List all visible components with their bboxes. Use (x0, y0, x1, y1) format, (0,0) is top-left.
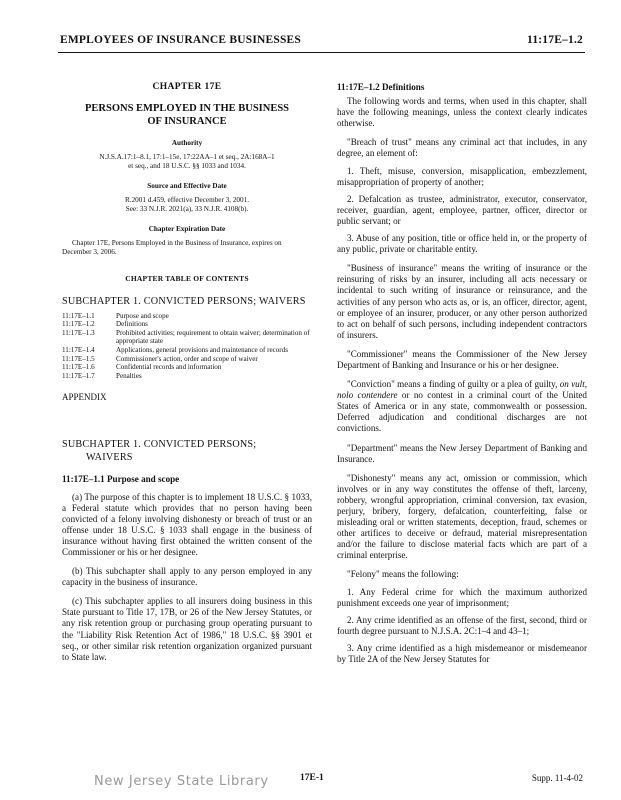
header-right-section: 11:17E–1.2 (527, 34, 583, 46)
subchapter-heading-line-2: WAIVERS (86, 452, 133, 464)
toc-row[interactable] (62, 363, 312, 372)
def-felony-item-1: 1. Any Federal crime for which the maximum authorized punishment exceeds one year of imprisonment; (337, 586, 587, 608)
source-line-1: R.2001 d.459, effective December 3, 2001. (124, 196, 250, 205)
header-rule (58, 52, 585, 53)
toc-title: Applications, general provisions and maintenance of records (116, 345, 288, 354)
def-breach-item-3: 3. Abuse of any position, title or office held in, or the property of any public, private or charitable entity. (337, 233, 587, 255)
toc-title: Purpose and scope (116, 311, 169, 320)
header-left-title: EMPLOYEES OF INSURANCE BUSINESSES (60, 34, 302, 46)
definitions-intro: The following words and terms, when used in this chapter, shall have the following meanings, unless the context clearly indicates otherwise. (337, 96, 587, 129)
appendix-link[interactable]: APPENDIX (62, 392, 107, 403)
toc-number: 11:17E–1.4 (62, 345, 95, 354)
toc-number: 11:17E–1.7 (62, 371, 95, 380)
def-felony: "Felony" means the following: (347, 569, 459, 580)
expiration-text: Chapter 17E, Persons Employed in the Business of Insurance, expires on December 3, 2006. (62, 239, 282, 257)
conviction-latin: on vult, nolo contendere (337, 379, 587, 401)
supplement-date: Supp. 11-4-02 (531, 773, 583, 783)
authority-text (62, 153, 312, 171)
toc-heading: CHAPTER TABLE OF CONTENTS (125, 274, 249, 284)
table-of-contents (62, 312, 312, 381)
chapter-number: CHAPTER 17E (152, 82, 222, 92)
def-breach-item-1: 1. Theft, misuse, conversion, misapplication, embezzlement, misappropriation of property of another; (337, 165, 587, 187)
toc-title: Prohibited activities; requirement to obtain waiver; determination of appropriate state (116, 328, 310, 346)
section-heading: 11:17E–1.1 Purpose and scope (62, 474, 180, 485)
paragraph-a: (a) The purpose of this chapter is to implement 18 U.S.C. § 1033, a Federal statute which provides that no person having been convicted of a felony involving dishonesty or breach of trust or an offense under 18 U.S.C. § 1033 shall engage in the business of insurance without having first obtained the written consent of the Commissioner or his or her designee. (62, 491, 312, 557)
toc-row[interactable] (62, 312, 312, 321)
toc-number: 11:17E–1.1 (62, 311, 95, 320)
conviction-text-1: "Conviction" means a finding of guilty or a plea of guilty, (347, 379, 560, 390)
def-department: "Department" means the New Jersey Department of Banking and Insurance. (337, 442, 587, 464)
subchapter-heading-line-1: SUBCHAPTER 1. CONVICTED PERSONS; (62, 439, 257, 451)
toc-title: Penalties (116, 371, 142, 380)
running-header (60, 34, 583, 50)
authority-line-1: N.J.S.A.17:1–8.1, 17:1–15e, 17:22AA–1 et seq., 2A:168A–1 (99, 153, 275, 162)
def-felony-item-2: 2. Any crime identified as an offense of the first, second, third or fourth degree pursuant to N.J.S.A. 2C:1–4 and 43–1; (337, 614, 587, 636)
chapter-title (62, 102, 312, 128)
authority-heading: Authority (171, 139, 203, 148)
expiration-heading: Chapter Expiration Date (148, 225, 226, 234)
toc-row[interactable] (62, 329, 312, 346)
toc-row[interactable] (62, 372, 312, 381)
paragraph-c: (c) This subchapter applies to all insurers doing business in this State pursuant to Title 17, 17B, or 26 of the New Jersey Statutes, or any risk retention group or purchasing group operating pursuant to the "Liability Risk Retention Act of 1986," 18 U.S.C. §§ 3901 et seq., or other similar risk retention organization organized pursuant to State law. (62, 596, 312, 662)
toc-number: 11:17E–1.5 (62, 354, 95, 363)
right-column (337, 82, 587, 665)
toc-title: Definitions (116, 320, 148, 329)
def-business-of-insurance: "Business of insurance" means the writing of insurance or the reinsuring of risks by an insurer, including all acts necessary or incidental to such writing of insurance or reinsurance, and the activities of any person who acts as, or is, an officer, director, agent, or employee of an insurer, producer, or any other person authorized to act on behalf of such persons, including independent contractors of insurers. (337, 263, 587, 340)
def-commissioner: "Commissioner" means the Commissioner of the New Jersey Department of Banking and Insurance or his or her designee. (337, 348, 587, 370)
definitions-heading: 11:17E–1.2 Definitions (337, 82, 425, 92)
paragraph-b: (b) This subchapter shall apply to any person employed in any capacity in the business of insurance. (62, 566, 312, 588)
authority-line-2: et seq., and 18 U.S.C. §§ 1033 and 1034. (128, 162, 246, 171)
def-dishonesty: "Dishonesty" means any act, omission or commission, which involves or in any way constitutes the offense of theft, larceny, robbery, wrongful appropriation, criminal conversion, tax evasion, perjury, bribery, forgery, defalcation, counterfeiting, false or misleading oral or written statements, deception, fraud, schemes or other artifices to deceive or defraud, material misrepresentation and/or the failure to disclose material facts which are part of a criminal enterprise. (337, 472, 587, 561)
left-column (62, 82, 312, 663)
def-felony-item-3: 3. Any crime identified as a high misdemeanor or misdemeanor by Title 2A of the New Jersey Statutes for (337, 642, 587, 665)
toc-title: Commissioner's action, order and scope of waiver (116, 354, 258, 363)
toc-row[interactable] (62, 320, 312, 329)
source-heading: Source and Effective Date (147, 182, 227, 191)
def-breach-of-trust: "Breach of trust" means any criminal act that includes, in any degree, an element of: (337, 137, 587, 159)
conviction-text-2: or no contest in a criminal court of the United States of America or in any state, commonwealth or possession. Deferred adjudication and conditional discharges are not convictions. (337, 390, 587, 434)
toc-row[interactable] (62, 355, 312, 364)
toc-row[interactable] (62, 346, 312, 355)
toc-title: Confidential records and information (116, 363, 222, 372)
page-number: 17E-1 (300, 773, 324, 783)
chapter-title-line-1: PERSONS EMPLOYED IN THE BUSINESS (84, 103, 290, 115)
source-line-2: See: 33 N.J.R. 2021(a), 33 N.J.R. 4108(b). (125, 205, 249, 214)
chapter-title-line-2: OF INSURANCE (147, 116, 227, 128)
toc-number: 11:17E–1.3 (62, 328, 95, 337)
def-conviction (337, 379, 587, 434)
def-breach-item-2: 2. Defalcation as trustee, administrator, executor, conservator, receiver, guardian, agent, employee, partner, officer, director or public servant; or (337, 193, 587, 226)
library-watermark: New Jersey State Library (94, 774, 269, 789)
toc-subchapter: SUBCHAPTER 1. CONVICTED PERSONS; WAIVERS (62, 296, 306, 308)
subchapter-heading (62, 438, 312, 464)
toc-number: 11:17E–1.2 (62, 320, 95, 329)
toc-number: 11:17E–1.6 (62, 363, 95, 372)
source-text (62, 196, 312, 214)
